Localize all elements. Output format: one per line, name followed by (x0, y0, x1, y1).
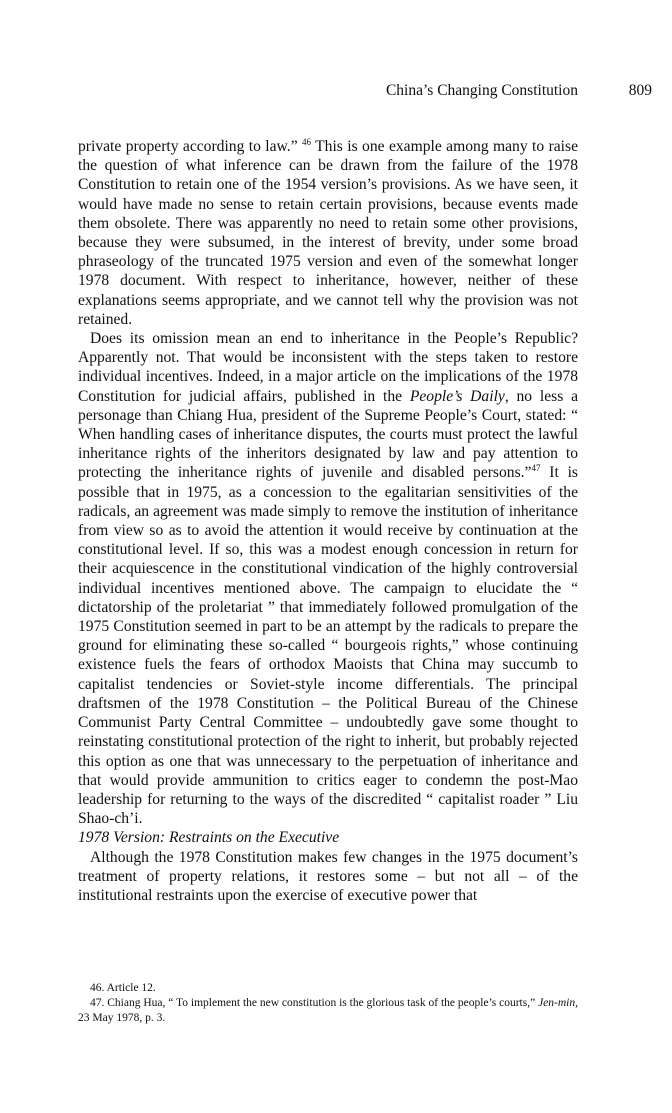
paragraph-2 (78, 329, 578, 828)
newspaper-title: People’s Daily (409, 387, 505, 405)
footnote-ref-46: 46 (302, 137, 312, 147)
footnote-ref-47: 47 (531, 463, 541, 474)
footnote-46: 46. Article 12. (90, 982, 156, 994)
paragraph-1 (78, 137, 578, 329)
paragraph-1-text-b: This is one example among many to raise the question of what inference can be drawn from the failure of the 1978 Constitution to retain one of the 1954 version’s provisions. As we have seen, it would have made no sense to retain certain provisions, because events made them obsolete. There was apparently no need to retain some other provisions, because they were subsumed, in the interest of brevity, under some broad phraseology of the truncated 1975 version and even of the somewhat longer 1978 document. With respect to inheritance, however, neither of these explanations seems appropriate, and we cannot tell why the provision was not retained. (78, 138, 579, 328)
running-header (0, 82, 672, 104)
paragraph-2-text-c: It is possible that in 1975, as a concession to the egalitarian sensitivities of the radicals, an agreement was made simply to remove the institution of inheritance from view so as to avoid the attention it would receive by continuation at the constitutional level. If so, this was a modest enough concession in return for their acquiescence in the constitutional vindication of the highly controversial individual incentives mentioned above. The campaign to elucidate the “ dictatorship of the proletariat ” that immediately followed promulgation of the 1975 Constitution seemed in part to be an attempt by the radicals to prepare the ground for eliminating these so-called “ bourgeois rights,” whose continuing existence fuels the fears of orthodox Maoists that China may succumb to capitalist tendencies or Soviet-style income differentials. The principal draftsmen of the 1978 Constitution – the Political Bureau of the Chinese Communist Party Central Committee – undoubtedly gave some thought to reinstating constitutional protection of the right to inherit, but probably rejected this option as one that was unnecessary to the perpetuation of inheritance and that would provide ammunition to critics eager to condemn the post-Mao leadership for returning to the ways of the discredited “ capitalist roader ” Liu Shao-ch’i. (78, 464, 578, 828)
footnote-47 (78, 996, 578, 1026)
paragraph-1-text-a: private property according to law.” (78, 138, 303, 155)
section-heading: 1978 Version: Restraints on the Executive (78, 829, 340, 847)
footnote-47-source: Jen-min, (538, 997, 578, 1009)
footnote-47-text-b: 23 May 1978, p. 3. (78, 1012, 166, 1024)
paragraph-3: Although the 1978 Constitution makes few changes in the 1975 document’s treatment of property relations, it restores some – but not all – of the institutional restraints upon the exercise of executive power that (78, 848, 578, 904)
paragraph-2-text-a: Does its omission mean an end to inheritance in the People’s Republic? Apparently not. That would be inconsistent with the steps taken to restore individual incentives. Indeed, in a major article on the implications of the 1978 Constitution for judicial affairs, published in the (78, 330, 578, 405)
footnote-47-text-a: 47. Chiang Hua, “ To implement the new constitution is the glorious task of the people’s courts,” (90, 997, 539, 1009)
footnotes (78, 981, 578, 1026)
page-number: 809 (628, 82, 652, 99)
paragraph-2-text-b: , no less a personage than Chiang Hua, president of the Supreme People’s Court, stated: “ When handling cases of inheritance disputes, the courts must protect the lawful inheritance rights of the inheritors designated by law and pay attention to protecting the inheritance rights of juvenile and disabled persons.” (78, 387, 578, 482)
body-text (78, 137, 578, 905)
running-title: China’s Changing Constitution (385, 82, 578, 99)
